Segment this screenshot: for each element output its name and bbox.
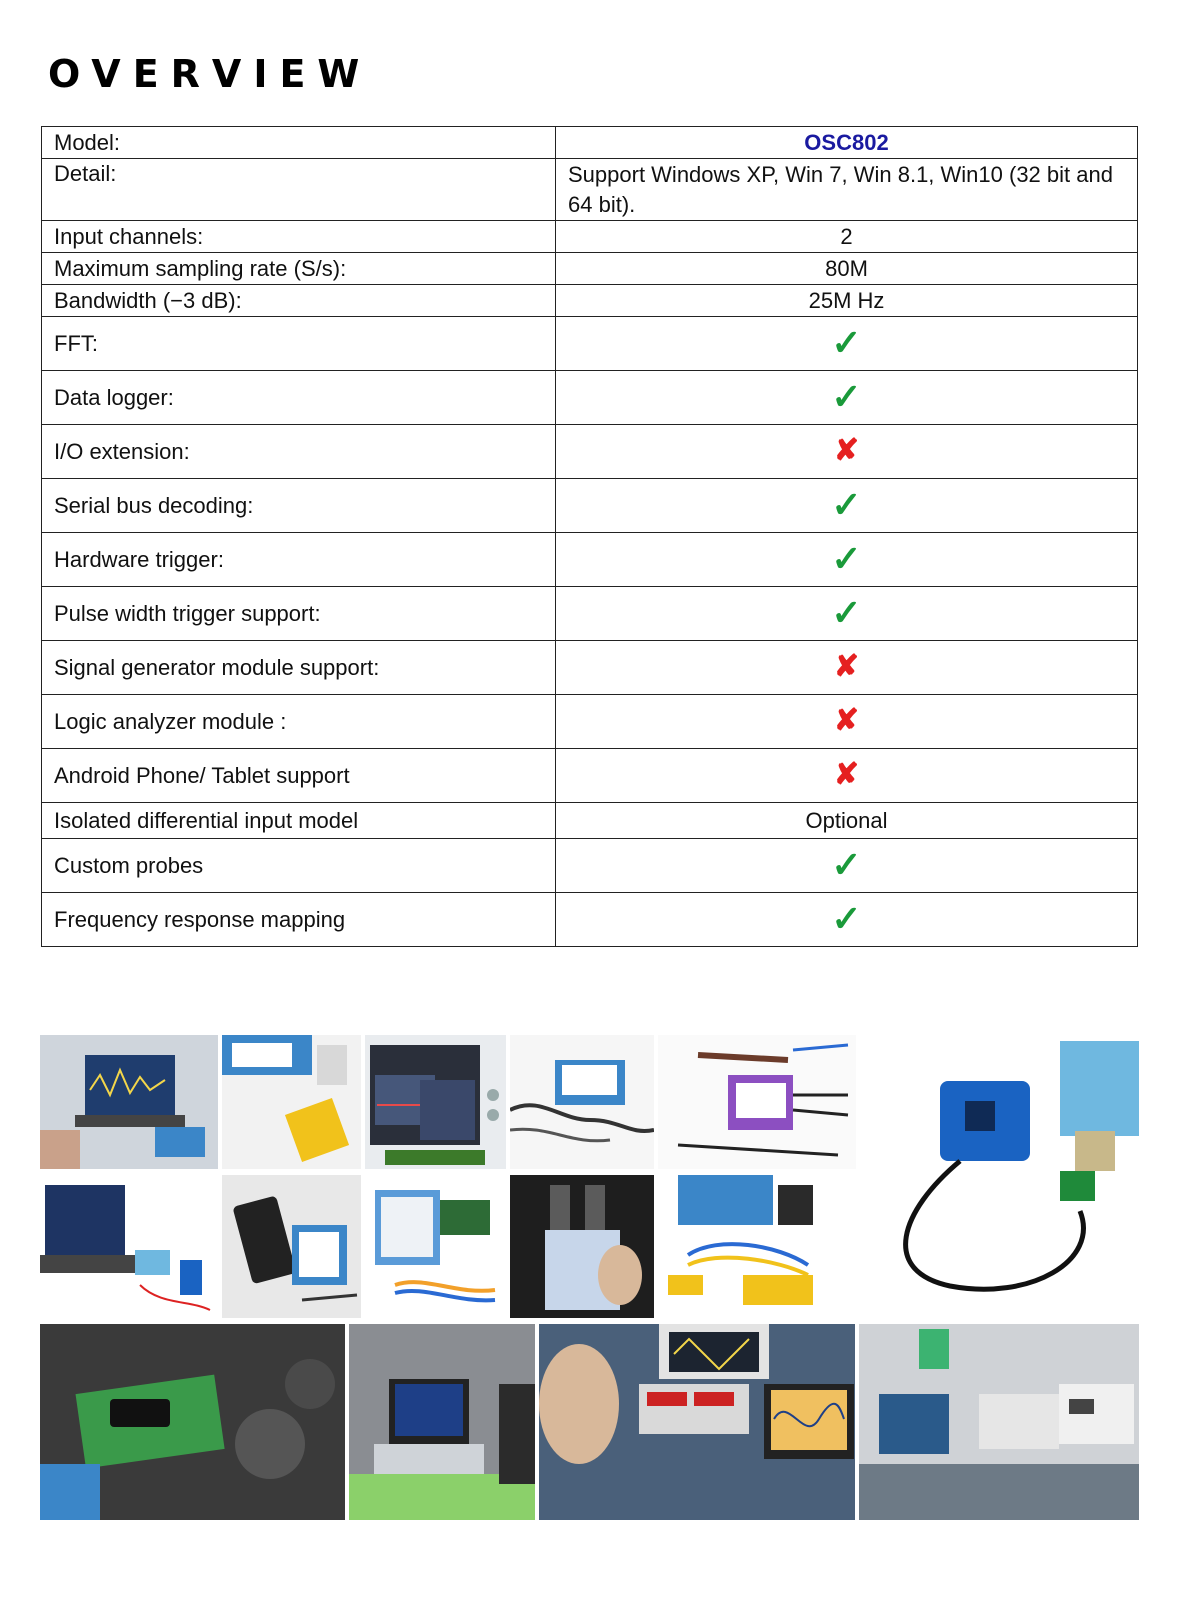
photo-laptop-lab	[349, 1324, 535, 1520]
bandwidth-value: 25M Hz	[556, 285, 1138, 317]
table-row	[42, 587, 1138, 641]
sampling-rate-value: 80M	[556, 253, 1138, 285]
row-label: FFT:	[42, 317, 556, 371]
row-label: I/O extension:	[42, 425, 556, 479]
check-icon: ✓	[831, 483, 862, 525]
table-row	[42, 533, 1138, 587]
photo-laptop-oscilloscope	[40, 1035, 218, 1169]
row-label: Isolated differential input model	[42, 803, 556, 839]
table-row	[42, 221, 1138, 253]
page-title: OVERVIEW	[48, 52, 372, 96]
check-icon: ✓	[831, 537, 862, 579]
photo-laptop-sensor	[40, 1175, 218, 1318]
table-row	[42, 285, 1138, 317]
photo-car-engine	[40, 1324, 345, 1520]
check-icon: ✓	[831, 321, 862, 363]
row-label: Logic analyzer module :	[42, 695, 556, 749]
detail-value: Support Windows XP, Win 7, Win 8.1, Win10 (32 bit and 64 bit).	[556, 159, 1138, 221]
photo-device-current-clamp	[222, 1035, 361, 1169]
row-label: Serial bus decoding:	[42, 479, 556, 533]
table-row	[42, 159, 1138, 221]
photo-purple-device-leads	[658, 1035, 856, 1169]
spec-table	[41, 126, 1138, 947]
isolated-input-value: Optional	[556, 803, 1138, 839]
table-row	[42, 839, 1138, 893]
check-icon: ✓	[831, 375, 862, 417]
row-label: Bandwidth (−3 dB):	[42, 285, 556, 317]
row-label: Maximum sampling rate (S/s):	[42, 253, 556, 285]
table-row	[42, 749, 1138, 803]
cross-icon: ✘	[833, 433, 860, 467]
check-icon: ✓	[831, 897, 862, 939]
row-label: Data logger:	[42, 371, 556, 425]
photo-device-with-probes	[510, 1035, 654, 1169]
cross-icon: ✘	[833, 649, 860, 683]
model-value: OSC802	[556, 127, 1138, 159]
photo-collage	[40, 1031, 1139, 1520]
row-label: Android Phone/ Tablet support	[42, 749, 556, 803]
row-label: Custom probes	[42, 839, 556, 893]
row-label: Pulse width trigger support:	[42, 587, 556, 641]
table-row	[42, 893, 1138, 947]
table-row	[42, 803, 1138, 839]
photo-bench-instruments	[539, 1324, 855, 1520]
table-row	[42, 253, 1138, 285]
photo-current-sensor-cable	[860, 1031, 1139, 1318]
check-icon: ✓	[831, 591, 862, 633]
table-row	[42, 317, 1138, 371]
row-label: Detail:	[42, 159, 556, 221]
cross-icon: ✘	[833, 757, 860, 791]
check-icon: ✓	[831, 843, 862, 885]
row-label: Frequency response mapping	[42, 893, 556, 947]
row-label: Hardware trigger:	[42, 533, 556, 587]
table-row	[42, 371, 1138, 425]
table-row	[42, 127, 1138, 159]
row-label: Input channels:	[42, 221, 556, 253]
photo-device-adapter	[365, 1175, 506, 1318]
photo-tablet-lab	[859, 1324, 1139, 1520]
photo-phone-device	[222, 1175, 361, 1318]
photo-software-screenshot	[365, 1035, 506, 1169]
row-label: Model:	[42, 127, 556, 159]
input-channels-value: 2	[556, 221, 1138, 253]
table-row	[42, 425, 1138, 479]
table-row	[42, 641, 1138, 695]
row-label: Signal generator module support:	[42, 641, 556, 695]
photo-clamp-probe	[658, 1175, 856, 1318]
photo-hand-device	[510, 1175, 654, 1318]
table-row	[42, 695, 1138, 749]
cross-icon: ✘	[833, 703, 860, 737]
table-row	[42, 479, 1138, 533]
